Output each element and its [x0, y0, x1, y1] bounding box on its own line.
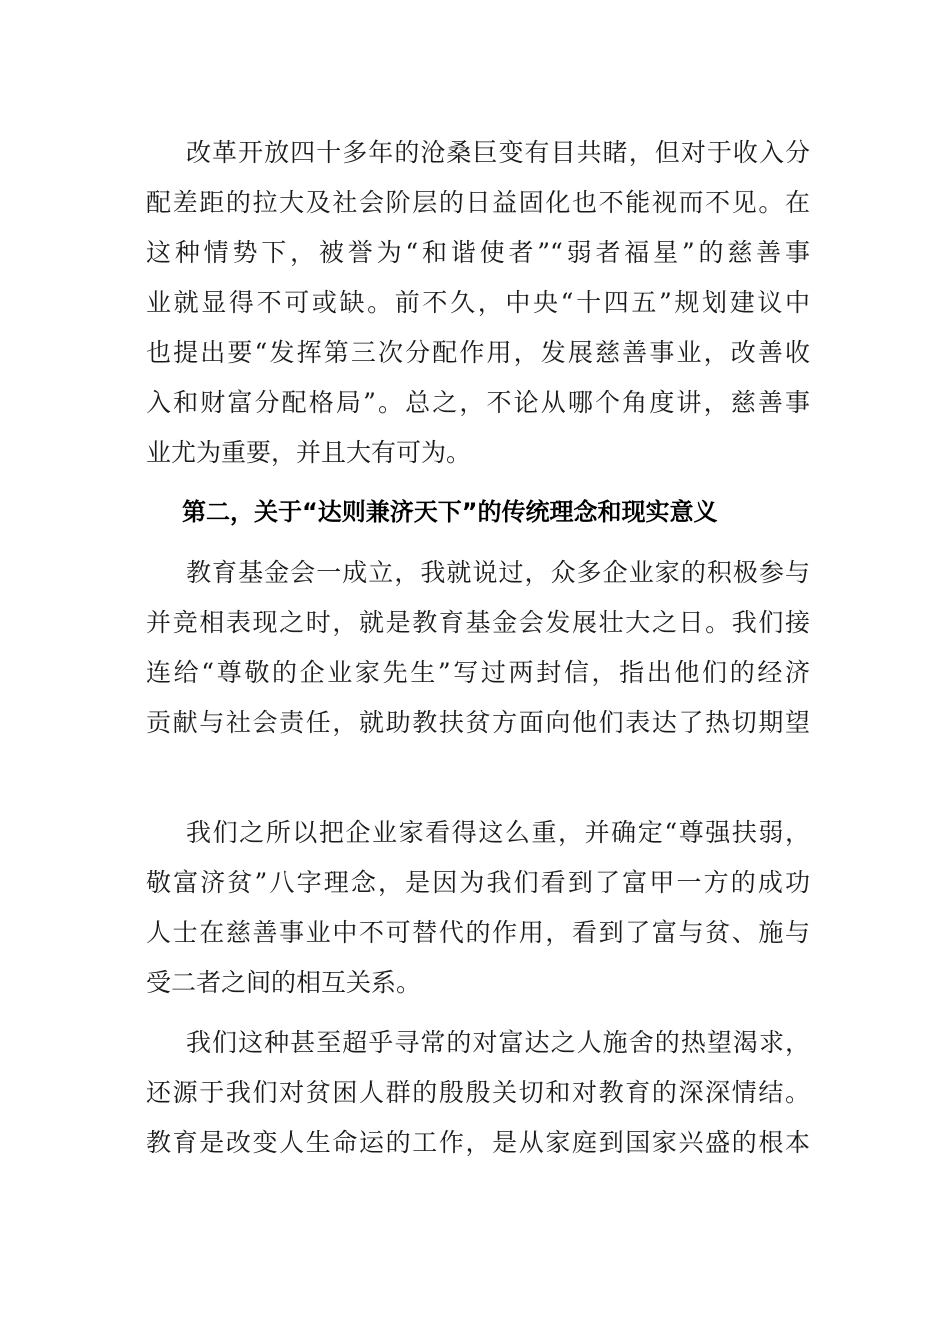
paragraph-3-line-3: 人士在慈善事业中不可替代的作用，看到了富与贫、施与 — [146, 918, 810, 947]
paragraph-1-line-7: 业尤为重要，并且大有可为。 — [146, 438, 472, 467]
paragraph-2-line-3: 连给“尊敬的企业家先生”写过两封信，指出他们的经济 — [146, 658, 810, 687]
paragraph-4-line-1: 我们这种甚至超乎寻常的对富达之人施舍的热望渴求， — [186, 1028, 810, 1057]
paragraph-2-line-4: 贡献与社会责任，就助教扶贫方面向他们表达了热切期望 — [146, 708, 810, 737]
paragraph-3-line-1: 我们之所以把企业家看得这么重，并确定“尊强扶弱， — [186, 818, 810, 847]
section-heading: 第二，关于“达则兼济天下”的传统理念和现实意义 — [182, 498, 718, 526]
paragraph-3-line-4: 受二者之间的相互关系。 — [146, 968, 422, 997]
paragraph-2-line-1: 教育基金会一成立，我就说过，众多企业家的积极参与 — [186, 558, 810, 587]
paragraph-4-line-2: 还源于我们对贫困人群的殷殷关切和对教育的深深情结。 — [146, 1078, 810, 1107]
paragraph-1-line-6: 入和财富分配格局”。总之，不论从哪个角度讲，慈善事 — [146, 388, 810, 417]
paragraph-3-line-2: 敬富济贫”八字理念，是因为我们看到了富甲一方的成功 — [146, 868, 810, 897]
paragraph-1-line-4: 业就显得不可或缺。前不久，中央“十四五”规划建议中 — [146, 288, 810, 317]
paragraph-4-line-3: 教育是改变人生命运的工作，是从家庭到国家兴盛的根本 — [146, 1128, 810, 1157]
paragraph-1-line-5: 也提出要“发挥第三次分配作用，发展慈善事业，改善收 — [146, 338, 810, 367]
paragraph-1-line-1: 改革开放四十多年的沧桑巨变有目共睹，但对于收入分 — [186, 138, 810, 167]
paragraph-1-line-3: 这种情势下，被誉为“和谐使者”“弱者福星”的慈善事 — [146, 238, 810, 267]
paragraph-1-line-2: 配差距的拉大及社会阶层的日益固化也不能视而不见。在 — [146, 188, 810, 217]
paragraph-2-line-2: 并竞相表现之时，就是教育基金会发展壮大之日。我们接 — [146, 608, 810, 637]
